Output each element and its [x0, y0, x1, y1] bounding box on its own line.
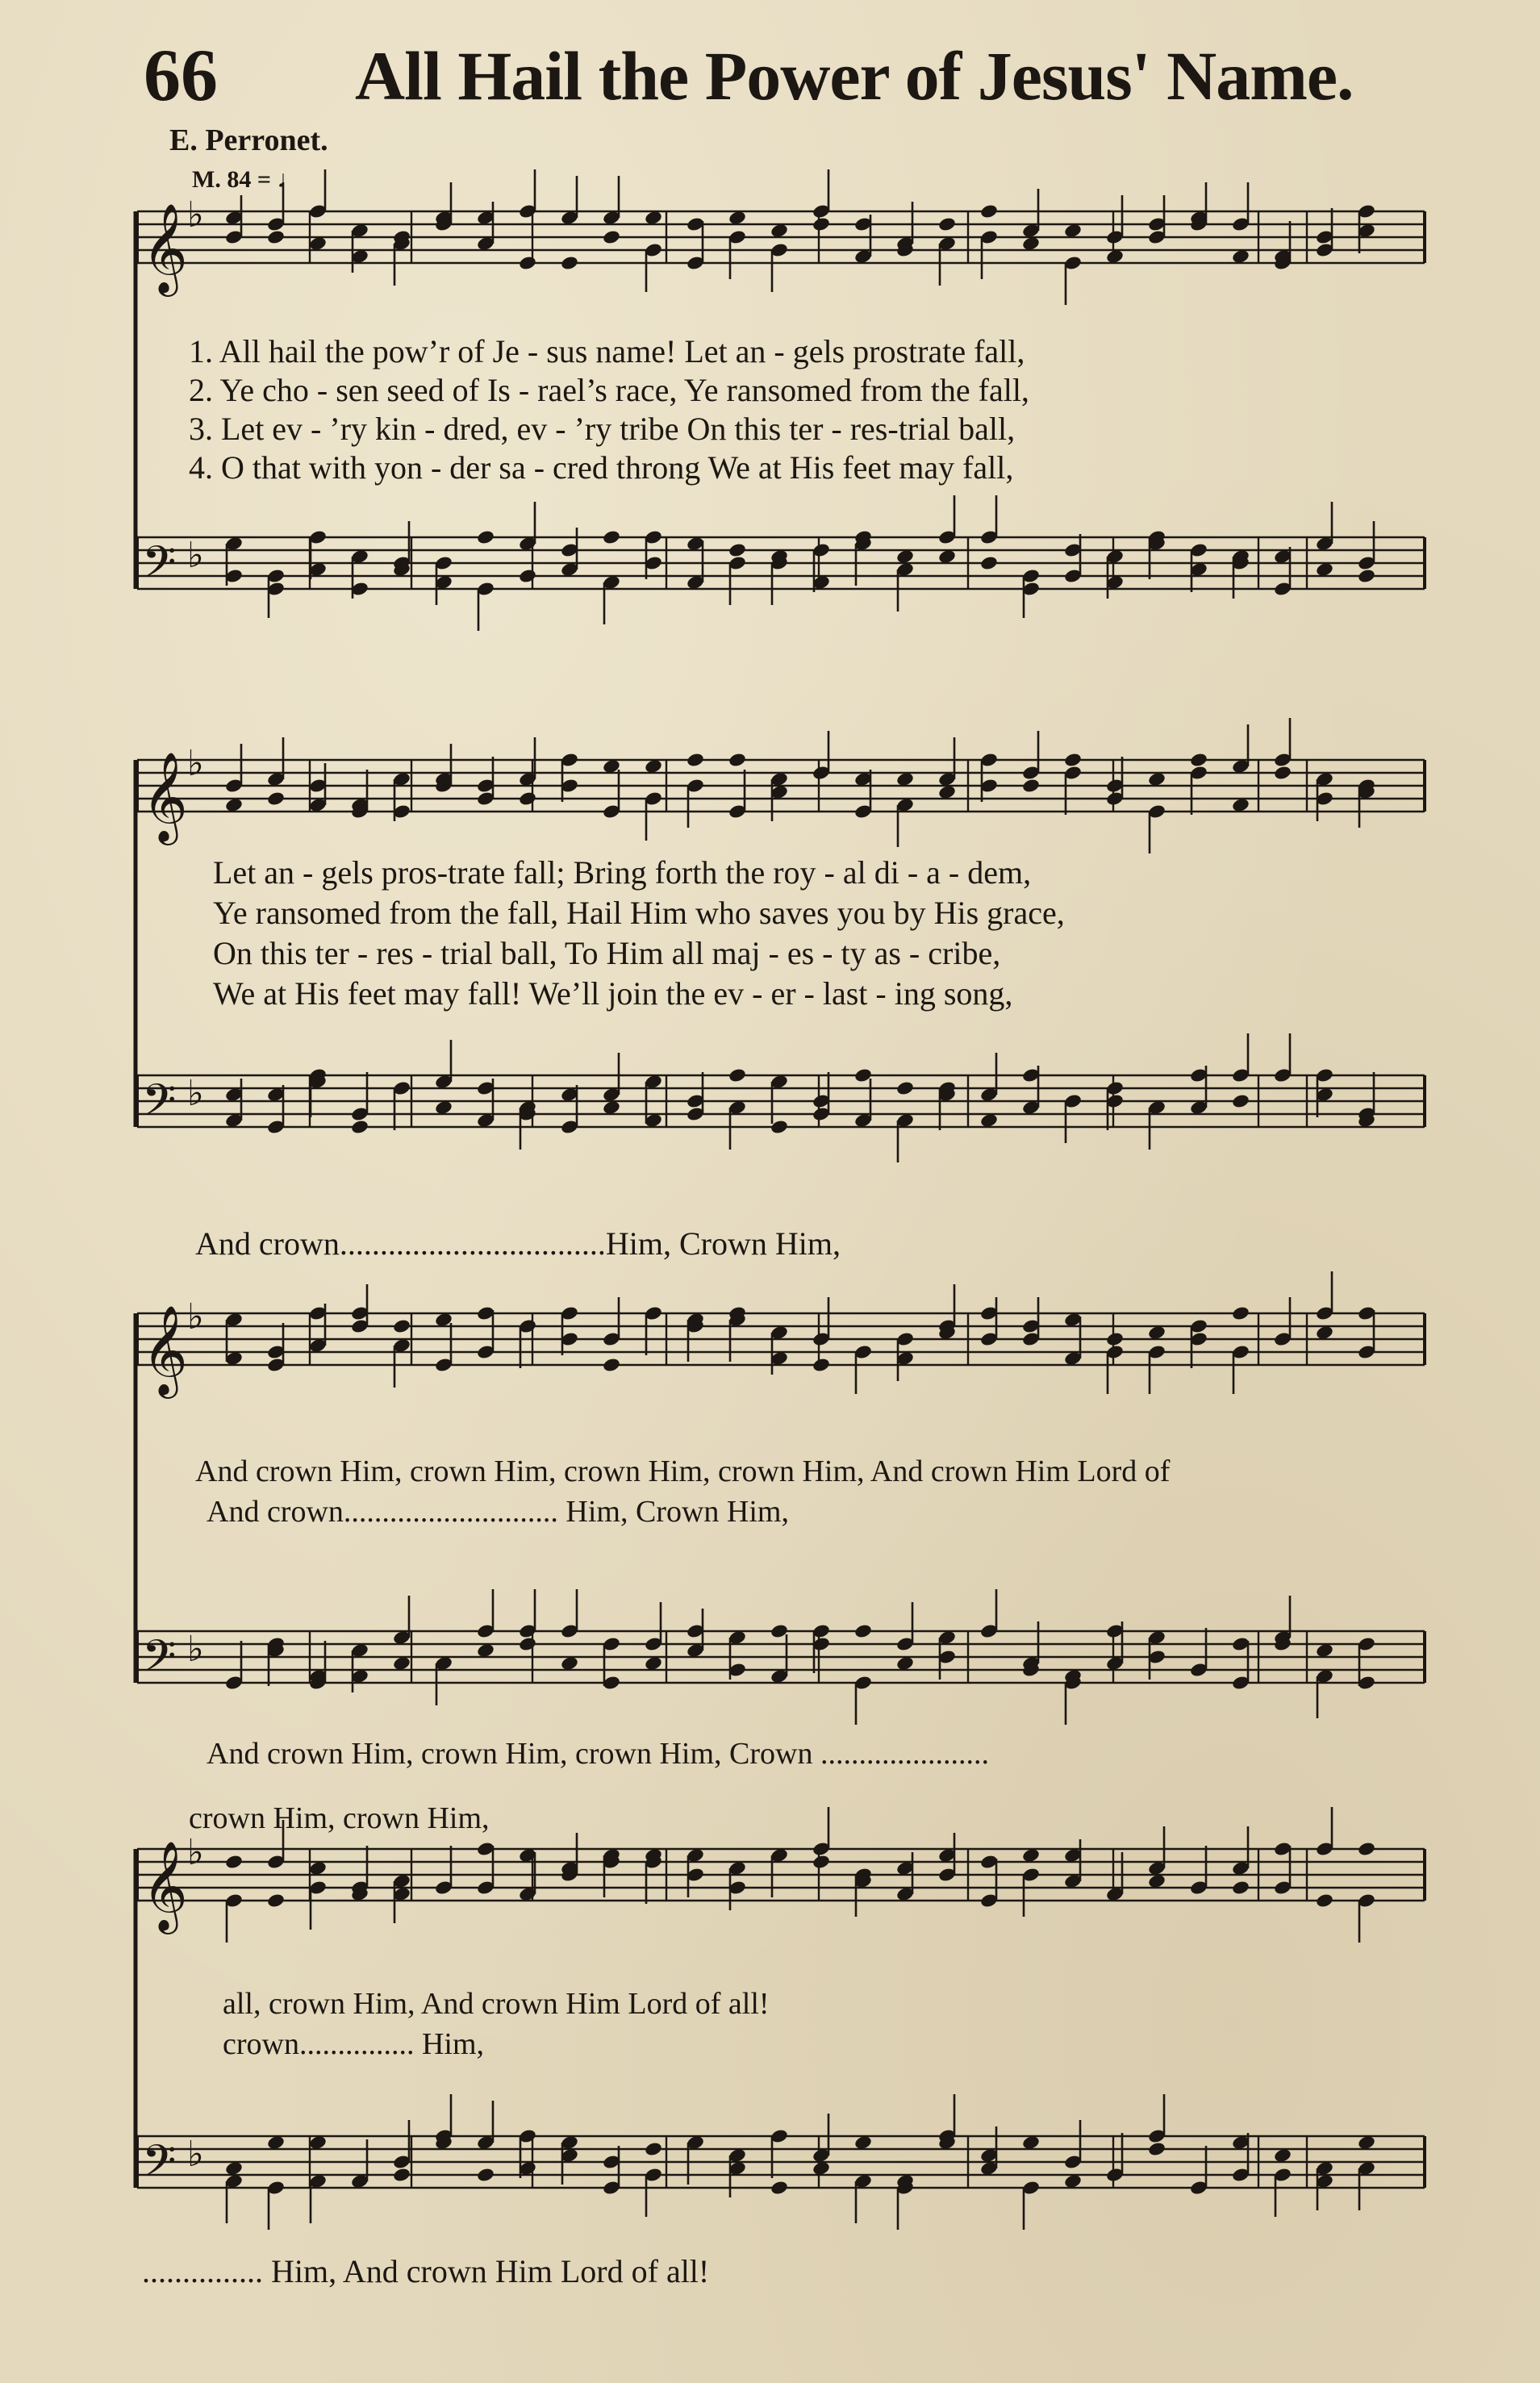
key-flat-icon: ♭: [187, 194, 204, 236]
notehead: [1231, 1880, 1250, 1896]
notehead: [853, 1623, 873, 1639]
notehead: [895, 1080, 915, 1096]
notehead: [686, 752, 705, 768]
notehead: [392, 1318, 411, 1334]
notehead: [602, 229, 621, 245]
notehead: [812, 1854, 831, 1870]
verse-1-line-2: Let an - gels pros-trate fall; Bring forth the roy - al di - a - dem,: [213, 854, 1032, 891]
notehead: [602, 1357, 621, 1373]
key-flat-icon: ♭: [187, 1072, 204, 1114]
refrain-alto-top: And crown.................................Him, Crown Him,: [195, 1225, 841, 1262]
notehead: [518, 791, 537, 807]
notehead: [266, 1893, 286, 1909]
refrain-soprano-2: all, crown Him, And crown Him Lord of all!: [223, 1987, 770, 2021]
key-flat-icon: ♭: [187, 2133, 204, 2175]
notehead: [560, 255, 579, 271]
notehead: [644, 2141, 663, 2157]
key-flat-icon: ♭: [187, 534, 204, 576]
key-flat-icon: ♭: [187, 743, 204, 785]
notehead: [1231, 1305, 1250, 1321]
hymn-title: All Hail the Power of Jesus' Name.: [355, 37, 1354, 115]
notehead: [728, 542, 747, 558]
bass-clef-icon: 𝄢: [142, 1075, 177, 1137]
notehead: [770, 2180, 789, 2196]
notehead: [476, 2167, 495, 2183]
notehead: [1273, 765, 1292, 781]
notehead: [518, 1636, 537, 1652]
notehead: [812, 1357, 831, 1373]
refrain-alto-4: crown............... Him,: [223, 2027, 485, 2061]
notehead: [518, 568, 537, 584]
treble-clef-icon: 𝄞: [142, 1304, 188, 1395]
notehead: [392, 2167, 411, 2183]
verse-4-line-1: 4. O that with yon - der sa - cred throng We at His feet may fall,: [189, 449, 1014, 486]
notehead: [224, 1854, 244, 1870]
treble-clef-icon: 𝄞: [142, 751, 188, 841]
refrain-soprano: And crown Him, crown Him, crown Him, crown Him, And crown Him Lord of: [195, 1454, 1171, 1488]
notehead: [1063, 752, 1083, 768]
refrain-bass-1: And crown Him, crown Him, crown Him, Crown ......................: [207, 1737, 989, 1771]
verse-2-line-1: 2. Ye cho - sen seed of Is - rael’s race, Ye ransomed from the fall,: [189, 372, 1029, 408]
notehead: [1105, 1331, 1125, 1347]
key-flat-icon: ♭: [187, 1628, 204, 1670]
notehead: [1357, 568, 1376, 584]
notehead: [1315, 1893, 1334, 1909]
notehead: [979, 203, 999, 219]
notehead: [350, 1119, 369, 1135]
notehead: [266, 229, 286, 245]
hymn-number: 66: [144, 34, 218, 116]
notehead: [602, 529, 621, 545]
notehead: [1231, 1093, 1250, 1109]
notehead: [1147, 2141, 1166, 2157]
bass-clef-icon: 𝄢: [142, 536, 177, 599]
notehead: [476, 529, 495, 545]
verse-4-line-2: We at His feet may fall! We’ll join the ev - er - last - ing song,: [213, 975, 1013, 1012]
verse-2-line-2: Ye ransomed from the fall, Hail Him who saves you by His grace,: [213, 895, 1065, 931]
notehead: [518, 255, 537, 271]
notehead: [728, 1067, 747, 1083]
verse-3-line-2: On this ter - res - trial ball, To Him all maj - es - ty as - cribe,: [213, 935, 1001, 971]
notehead: [979, 555, 999, 571]
treble-clef-icon: 𝄞: [142, 1840, 188, 1930]
hymn-author: E. Perronet.: [169, 123, 328, 157]
verse-1-line-1: 1. All hail the pow’r of Je - sus name! Let an - gels prostrate fall,: [189, 333, 1025, 369]
key-flat-icon: ♭: [187, 1832, 204, 1874]
notehead: [266, 791, 286, 807]
notehead: [937, 216, 957, 232]
bass-clef-icon: 𝄢: [142, 2135, 177, 2197]
notehead: [728, 752, 747, 768]
notehead: [1357, 1841, 1376, 1857]
verse-3-line-1: 3. Let ev - ’ry kin - dred, ev - ’ry tribe On this ter - res-trial ball,: [189, 411, 1016, 447]
refrain-alto-3: crown Him, crown Him,: [189, 1801, 490, 1835]
treble-clef-icon: 𝄞: [142, 202, 188, 293]
notehead: [812, 216, 831, 232]
refrain-bass-2: ............... Him, And crown Him Lord of all!: [142, 2253, 710, 2289]
key-flat-icon: ♭: [187, 1296, 204, 1338]
tempo-marking: M. 84 = ♩: [192, 166, 302, 193]
notehead: [1021, 778, 1041, 794]
bass-clef-icon: 𝄢: [142, 1630, 177, 1692]
notehead: [1189, 752, 1208, 768]
refrain-alto-bottom: And crown............................ Him, Crown Him,: [207, 1495, 789, 1529]
